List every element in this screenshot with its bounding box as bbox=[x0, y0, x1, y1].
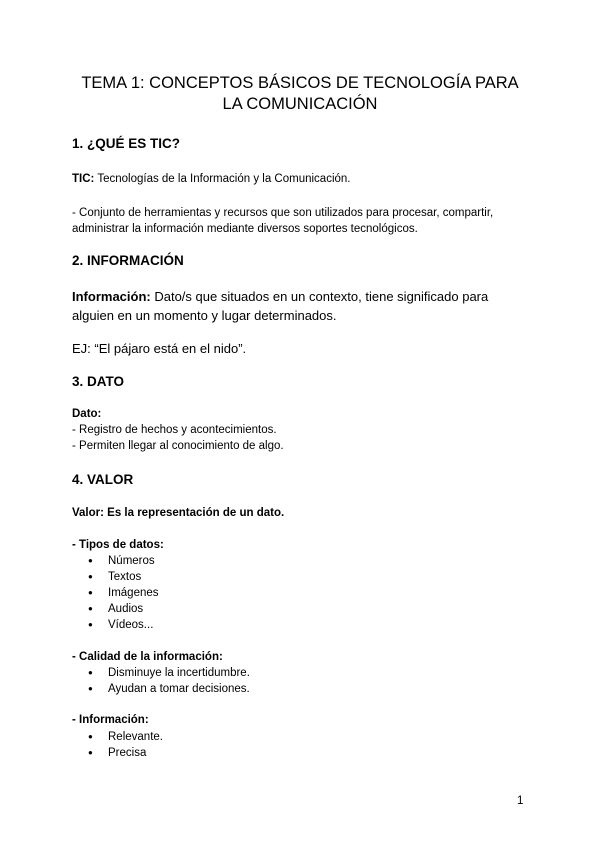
section-2-heading: 2. INFORMACIÓN bbox=[72, 253, 184, 268]
info-label: - Información: bbox=[72, 714, 149, 726]
section-3-heading: 3. DATO bbox=[72, 374, 125, 389]
list-item: ● Números bbox=[88, 553, 159, 569]
page-title bbox=[60, 73, 540, 115]
tipos-label: - Tipos de datos: bbox=[72, 539, 164, 551]
tic-definition bbox=[72, 171, 532, 187]
info-list bbox=[88, 729, 163, 761]
tic-desc-line-1: - Conjunto de herramientas y recursos que son utilizados para procesar, compartir, bbox=[72, 207, 494, 219]
tic-label: TIC: bbox=[72, 173, 95, 185]
section-4-heading: 4. VALOR bbox=[72, 472, 134, 487]
list-item: ● Vídeos... bbox=[88, 617, 159, 633]
list-item: ● Relevante. bbox=[88, 729, 163, 745]
calidad-label: - Calidad de la información: bbox=[72, 651, 223, 663]
informacion-example: EJ: “El pájaro está en el nido”. bbox=[72, 341, 247, 356]
tipos-list bbox=[88, 553, 159, 633]
informacion-definition bbox=[72, 287, 532, 325]
list-item: ● Precisa bbox=[88, 745, 163, 761]
informacion-label: Información: bbox=[72, 289, 151, 304]
valor-definition: Valor: Es la representación de un dato. bbox=[72, 507, 285, 519]
title-line-1: TEMA 1: CONCEPTOS BÁSICOS DE TECNOLOGÍA PARA bbox=[81, 74, 519, 92]
informacion-text-line-2: alguien en un momento y lugar determinados. bbox=[72, 308, 337, 323]
calidad-list bbox=[88, 665, 250, 697]
title-line-2: LA COMUNICACIÓN bbox=[222, 95, 378, 113]
dato-block bbox=[72, 406, 532, 454]
list-item: ● Textos bbox=[88, 569, 159, 585]
tic-desc-line-2: administrar la información mediante diversos soportes tecnológicos. bbox=[72, 223, 418, 235]
dato-label: Dato: bbox=[72, 408, 102, 420]
tic-text: Tecnologías de la Información y la Comunicación. bbox=[94, 173, 351, 185]
page-number: 1 bbox=[517, 795, 524, 807]
list-item: ● Disminuye la incertidumbre. bbox=[88, 665, 250, 681]
tic-description bbox=[72, 205, 532, 237]
section-1-heading: 1. ¿QUÉ ES TIC? bbox=[72, 136, 181, 151]
informacion-text-line-1: Dato/s que situados en un contexto, tiene significado para bbox=[150, 289, 489, 304]
dato-line-2: - Permiten llegar al conocimiento de algo. bbox=[72, 440, 284, 452]
list-item: ● Imágenes bbox=[88, 585, 159, 601]
list-item: ● Audios bbox=[88, 601, 159, 617]
list-item: ● Ayudan a tomar decisiones. bbox=[88, 681, 250, 697]
dato-line-1: - Registro de hechos y acontecimientos. bbox=[72, 424, 277, 436]
